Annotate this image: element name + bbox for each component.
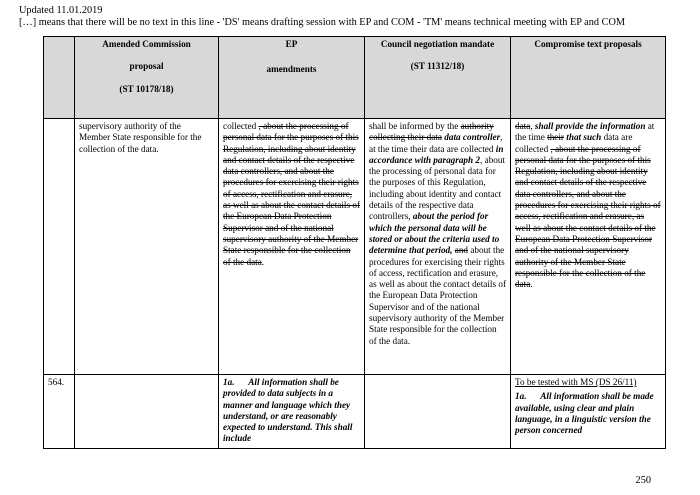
- compromise-text: [515, 391, 661, 436]
- header-council: [365, 37, 511, 119]
- text-run: collected: [223, 121, 259, 131]
- deleted-text: data: [515, 121, 531, 131]
- commission-text: [75, 375, 219, 449]
- inserted-text: in accordance with paragraph 2: [369, 143, 504, 165]
- inserted-text: data controller: [444, 132, 501, 143]
- compromise-text: [511, 119, 666, 375]
- ep-text: [219, 119, 365, 375]
- text-run: , about the processing of personal data for the purposes of this Regulation, including about identity and contact details of the respective data controllers,: [369, 154, 506, 222]
- text-run: ,: [530, 121, 535, 131]
- row-number: [44, 119, 75, 375]
- text-run: shall be informed by the: [369, 121, 461, 131]
- header-commission-ref: (ST 10178/18): [119, 83, 174, 94]
- inserted-text: All information shall be made available, using clear and plain language, in a linguistic version the person concerned: [515, 391, 654, 436]
- inserted-text: 1a.: [223, 377, 235, 387]
- council-text: [365, 375, 511, 449]
- compromise-cell: [511, 375, 666, 449]
- ep-text: [219, 375, 365, 449]
- text-run: [234, 377, 248, 387]
- table-row: [44, 375, 666, 449]
- deleted-text: , about the processing of personal data for the purposes of this Regulation, including about identity and contact details of the respective data controllers, and about the procedures for exercising their rights of access, rectification and erasure, as well as about the contact details of the European Data Protection Supervisor and of the national supervisory authority of the Member State responsible for the collection of the data: [223, 121, 361, 267]
- text-run: data are collected: [515, 132, 633, 154]
- header-ep-title: EP: [285, 39, 298, 49]
- text-run: .: [261, 256, 265, 267]
- header-commission-title: Amended Commission: [102, 39, 191, 49]
- text-run: [526, 391, 540, 401]
- inserted-text: about the period for which the personal data will be stored or about the criteria used to determine that period,: [369, 211, 500, 256]
- commission-text: supervisory authority of the Member State responsible for the collection of the data.: [75, 119, 219, 375]
- update-date: Updated 11.01.2019: [19, 5, 103, 16]
- table-header-row: [44, 37, 666, 119]
- four-column-table: [43, 36, 666, 449]
- header-compromise-title: Compromise text proposals: [534, 39, 642, 49]
- header-ep-subtitle: amendments: [266, 64, 317, 75]
- table-row: [44, 119, 666, 375]
- council-text: [365, 119, 511, 375]
- text-run: , at the time their data are collected: [369, 132, 503, 154]
- header-council-title: Council negotiation mandate: [380, 39, 495, 49]
- inserted-text: shall provide the information: [534, 121, 646, 131]
- header-commission-subtitle: proposal: [129, 61, 164, 72]
- header-compromise: [511, 37, 666, 119]
- page-number: 250: [635, 475, 651, 486]
- header-commission: [75, 37, 219, 119]
- row-number: 564.: [44, 375, 75, 449]
- header-council-ref: (ST 11312/18): [410, 61, 465, 72]
- header-number-cell: [44, 37, 75, 119]
- inserted-text: that such: [566, 132, 602, 143]
- deleted-text: , about the processing of personal data for the purposes of this Regulation, including about identity and contact details of the respective data controllers, and about the procedures for exercising their rights of access, rectification and erasure, as well as about the contact details of the European Data Protection Supervisor and of the national supervisory authority of the Member State responsible for the collection of the data: [515, 143, 661, 290]
- legend-note: […] means that there will be no text in this line - 'DS' means drafting session with EP and COM - 'TM' means technical meeting with EP and COM: [19, 17, 626, 28]
- text-run: at the time: [515, 121, 655, 143]
- deleted-text: authority collecting their data: [369, 121, 494, 143]
- compromise-note: To be tested with MS (DS 26/11): [515, 377, 637, 387]
- header-ep: [219, 37, 365, 119]
- inserted-text: All information shall be provided to data subjects in a manner and language which they understand, or are reasonably expected to understand. This shall include: [223, 377, 353, 444]
- deleted-text: and: [454, 245, 469, 256]
- text-run: about the procedures for exercising their rights of access, rectification and erasure, as well as about the contact details of the European Data Protection Supervisor and of the national supervisory authority of the Member State responsible for the collection of the data.: [369, 245, 507, 346]
- text-run: .: [530, 279, 533, 290]
- inserted-text: 1a.: [515, 391, 527, 402]
- deleted-text: their: [547, 132, 564, 143]
